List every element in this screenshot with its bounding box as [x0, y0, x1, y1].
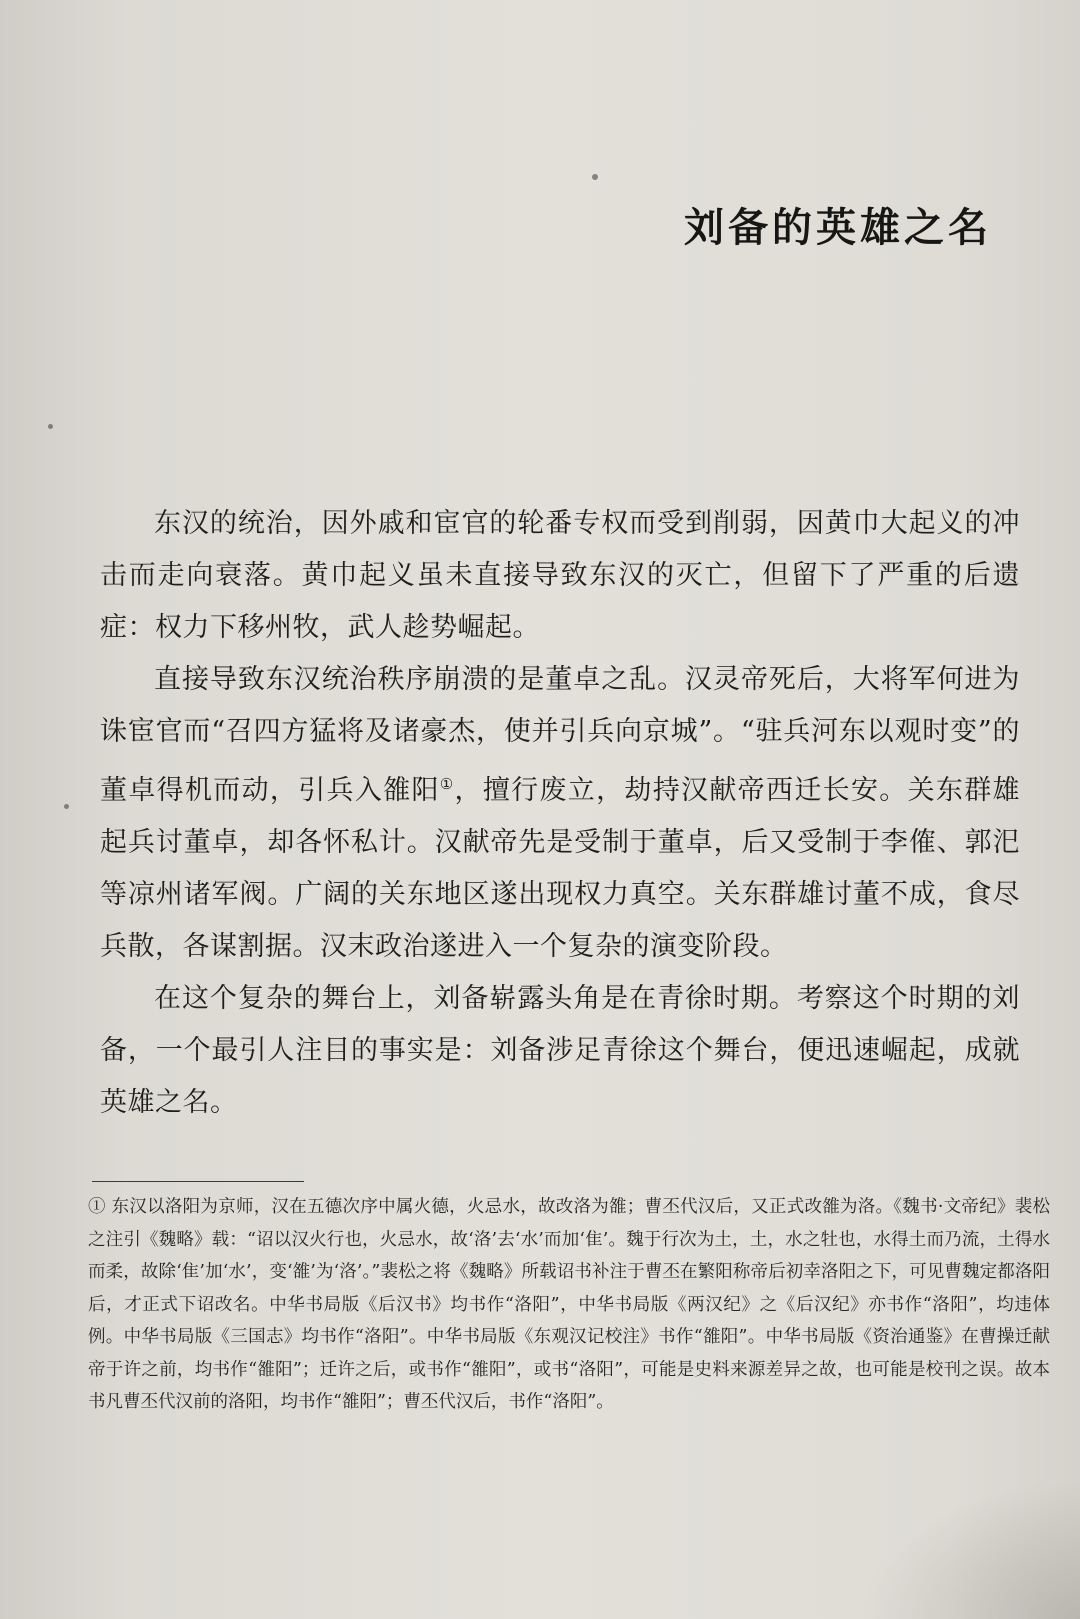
speck-mark [48, 424, 53, 429]
footnote: ① 东汉以洛阳为京师，汉在五德次序中属火德，火忌水，故改洛为雒；曹丕代汉后，又正式改雒为洛。《魏书·文帝纪》裴松之注引《魏略》载：“诏以汉火行也，火忌水，故‘洛’去‘水’而加‘隹’。魏于行次为土，土，水之牡也，水得土而乃流，土得水而柔，故除‘隹’加‘水’，变‘雒’为‘洛’。”裴松之将《魏略》所载诏书补注于曹丕在繁阳称帝后初幸洛阳之下，可见曹魏定都洛阳后，才正式下诏改名。中华书局版《后汉书》均书作“洛阳”，中华书局版《两汉纪》之《后汉纪》亦书作“洛阳”，均违体例。中华书局版《三国志》均书作“洛阳”。中华书局版《东观汉记校注》书作“雒阳”。中华书局版《资治通鉴》在曹操迁献帝于许之前，均书作“雒阳”；迁许之后，或书作“雒阳”，或书“洛阳”，可能是史料来源差异之故，也可能是校刊之误。故本书凡曹丕代汉前的洛阳，均书作“雒阳”；曹丕代汉后，书作“洛阳”。 [88, 1197, 1050, 1412]
speck-mark [592, 174, 598, 180]
show-through-text [100, 0, 1010, 520]
speck-mark [64, 804, 69, 809]
paragraph-text: ，擅行废立，劫持汉献帝西迁长安。关东群雄起兵讨董卓，却各怀私计。汉献帝先是受制于董卓，后又受制于李傕、郭汜等凉州诸军阀。广阔的关东地区遂出现权力真空。关东群雄讨董不成，食尽兵散，各谋割据。汉末政治遂进入一个复杂的演变阶段。 [100, 775, 1021, 962]
footnote-divider [92, 1181, 304, 1182]
footnote-reference[interactable]: ① [439, 775, 455, 793]
paragraph-text: 直接导致东汉统治秩序崩溃的是董卓之乱。汉灵帝死后，大将军何进为诛宦官而“召四方猛将及诸豪杰，使并引兵向京城”。“驻兵河东以观时变”的董卓得机而动，引兵入雒阳 [100, 664, 1020, 806]
paragraph: 在这个复杂的舞台上，刘备崭露头角是在青徐时期。考察这个时期的刘备，一个最引人注目的事实是：刘备涉足青徐这个舞台，便迅速崛起，成就英雄之名。 [100, 983, 1020, 1118]
paragraph: 东汉的统治，因外戚和宦官的轮番专权而受到削弱，因黄巾大起义的冲击而走向衰落。黄巾起义虽未直接导致东汉的灭亡，但留下了严重的后遗症：权力下移州牧，武人趁势崛起。 [100, 508, 1020, 643]
chapter-title: 刘备的英雄之名 [684, 204, 992, 251]
paragraph [100, 654, 1020, 973]
page-shadow [860, 1479, 1080, 1619]
body-text [100, 498, 1020, 1129]
